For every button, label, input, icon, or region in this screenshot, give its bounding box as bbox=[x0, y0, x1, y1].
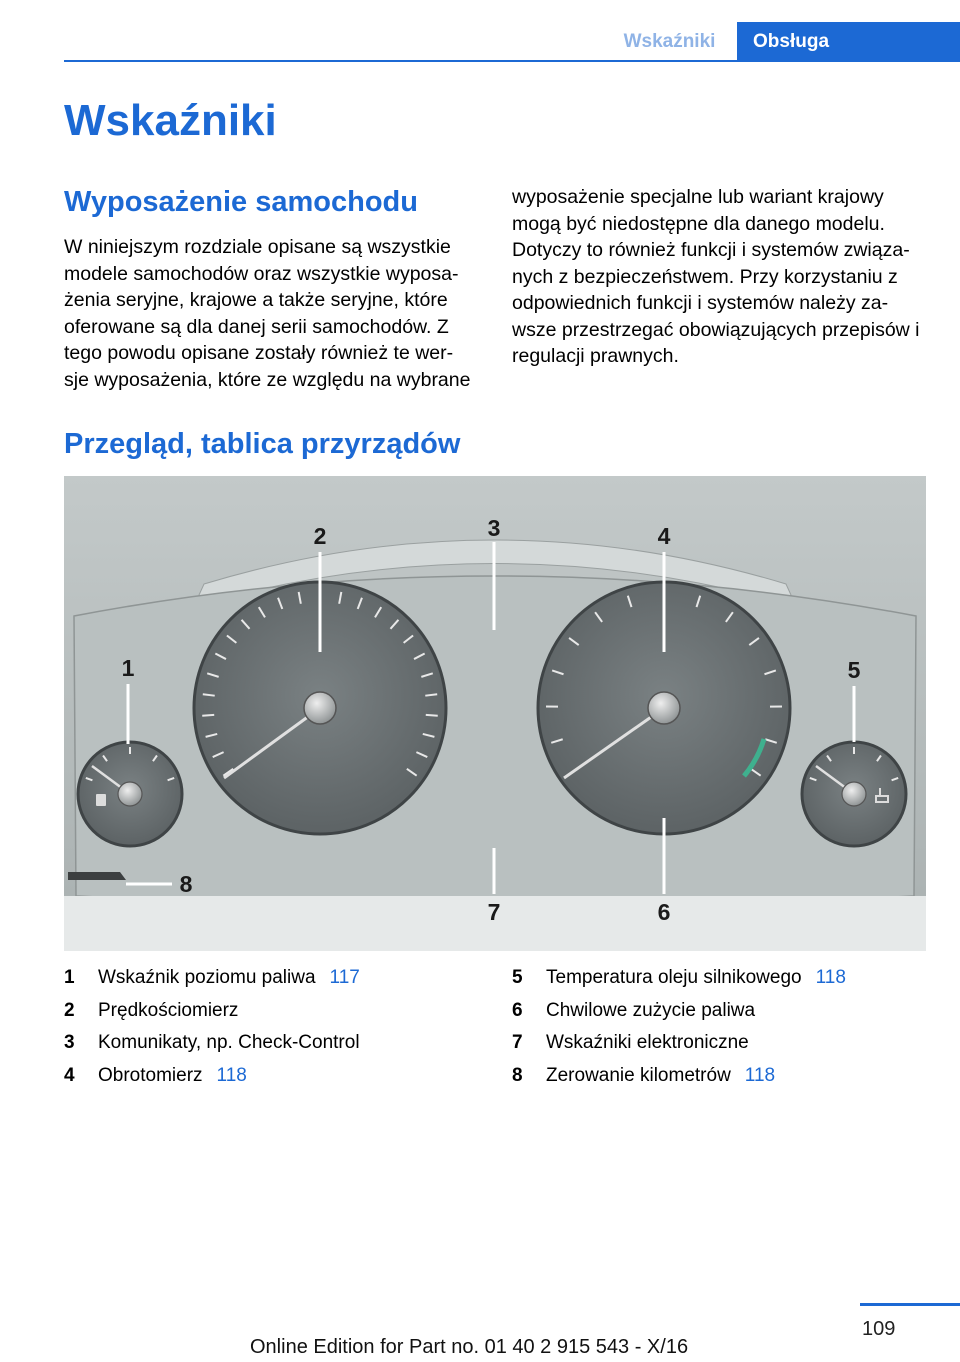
page-number: 109 bbox=[862, 1318, 896, 1340]
page-ref-link[interactable]: 118 bbox=[815, 967, 846, 988]
callout-5: 5 bbox=[847, 657, 861, 683]
speedometer-hub bbox=[304, 692, 336, 724]
page-title: Wskaźniki bbox=[64, 96, 277, 145]
callout-2: 2 bbox=[313, 523, 327, 549]
legend-item-6: 6 Chwilowe zużycie paliwa bbox=[512, 999, 756, 1021]
tachometer-hub bbox=[648, 692, 680, 724]
legend-left bbox=[64, 962, 464, 1092]
callout-3: 3 bbox=[487, 515, 501, 541]
legend-item-7: 7 Wskaźniki elektroniczne bbox=[512, 1032, 749, 1053]
legend-right bbox=[512, 962, 912, 1092]
fuel-gauge bbox=[78, 742, 182, 846]
section-heading-equipment: Wyposażenie samochodu bbox=[64, 186, 418, 218]
callout-8: 8 bbox=[179, 871, 193, 897]
callout-7: 7 bbox=[487, 899, 501, 925]
trip-reset-button-shape bbox=[68, 872, 126, 880]
legend-item-3: 3 Komunikaty, np. Check-Control bbox=[64, 1032, 360, 1053]
gauge-tick bbox=[426, 715, 438, 716]
gauge-tick bbox=[203, 694, 215, 695]
legend-item-4: 4 Obrotomierz 118 bbox=[64, 1064, 247, 1086]
oil-temperature-gauge bbox=[802, 742, 906, 846]
header-tab-wskazniki[interactable]: Wskaźniki bbox=[623, 31, 716, 52]
footer-edition: Online Edition for Part no. 01 40 2 915 543 - X/16 bbox=[250, 1336, 689, 1358]
page-ref-link[interactable]: 118 bbox=[744, 1064, 776, 1086]
callout-1: 1 bbox=[121, 655, 135, 681]
callout-6: 6 bbox=[657, 899, 671, 925]
page-ref-link[interactable]: 117 bbox=[329, 967, 360, 988]
section-heading-overview: Przegląd, tablica przyrządów bbox=[64, 428, 461, 460]
header-tab-obsluga[interactable]: Obsługa bbox=[737, 22, 960, 62]
section-body-left: W niniejszym rozdziale opisane są wszystkie modele samochodów oraz wszystkie wyposa‐ żenia seryjne, krajowe a także seryjne, które oferowane są dla danej serii samochodów. Z tego powodu opisane zostały również te wer‐ sje wyposażenia, które ze względu na wybrane bbox=[64, 236, 471, 391]
footer-rule bbox=[860, 1303, 960, 1306]
page-ref-link[interactable]: 118 bbox=[216, 1064, 247, 1086]
callout-4: 4 bbox=[657, 523, 671, 549]
gauge-tick bbox=[202, 715, 214, 716]
instrument-cluster-figure bbox=[64, 476, 926, 951]
legend-item-5: 5 Temperatura oleju silnikowego 118 bbox=[512, 967, 846, 988]
legend-item-1: 1 Wskaźnik poziomu paliwa 117 bbox=[64, 967, 360, 988]
gauge-tick bbox=[425, 694, 437, 695]
legend-item-2: 2 Prędkościomierz bbox=[64, 999, 239, 1021]
legend-item-8: 8 Zerowanie kilometrów 118 bbox=[512, 1064, 776, 1086]
fuel-pump-icon bbox=[96, 794, 106, 806]
section-body-right: wyposażenie specjalne lub wariant krajowy mogą być niedostępne dla danego modelu. Dotyczy to również funkcji i systemów związa‐ nych z bezpieczeństwem. Przy korzystaniu z odpowiednich funkcji i systemów należy za‐ wsze przestrzegać obowiązujących przepisów i regulacji prawnych. bbox=[512, 186, 920, 367]
